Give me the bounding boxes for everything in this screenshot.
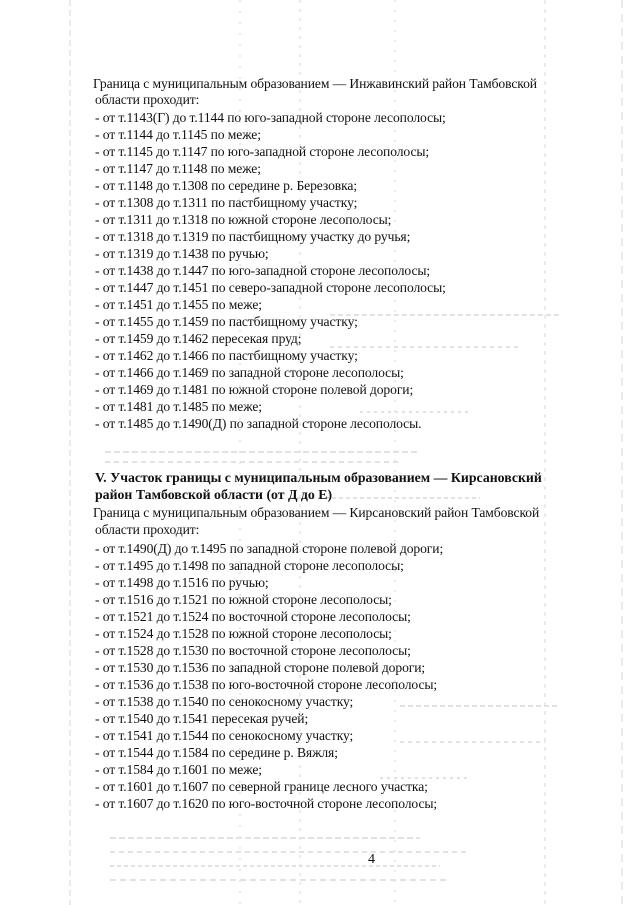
list-item: - от т.1459 до т.1462 пересекая пруд;	[95, 331, 302, 346]
list-item: - от т.1451 до т.1455 по меже;	[95, 297, 262, 312]
list-item: - от т.1311 до т.1318 по южной стороне лесополосы;	[95, 212, 392, 227]
list-item: - от т.1498 до т.1516 по ручью;	[95, 575, 269, 590]
section5-heading-line-2: район Тамбовской области (от Д до Е)	[95, 487, 333, 502]
list-item: - от т.1143(Г) до т.1144 по юго-западной стороне лесополосы;	[95, 110, 446, 125]
list-item: - от т.1447 до т.1451 по северо-западной стороне лесополосы;	[95, 280, 446, 295]
page-number: 4	[368, 852, 375, 867]
list-item: - от т.1485 до т.1490(Д) по западной стороне лесополосы.	[95, 416, 422, 431]
list-item: - от т.1524 до т.1528 по южной стороне лесополосы;	[95, 626, 392, 641]
list-item: - от т.1318 до т.1319 по пастбищному участку до ручья;	[95, 229, 411, 244]
list-item: - от т.1495 до т.1498 по западной стороне лесополосы;	[95, 558, 404, 573]
list-item: - от т.1308 до т.1311 по пастбищному участку;	[95, 195, 358, 210]
list-item: - от т.1601 до т.1607 по северной границе лесного участка;	[95, 779, 428, 794]
list-item: - от т.1528 до т.1530 по восточной стороне лесополосы;	[95, 643, 411, 658]
section5-intro-line-1: Граница с муниципальным образованием — Кирсановский район Тамбовской	[93, 505, 540, 520]
section4-intro-line-1: Граница с муниципальным образованием — Инжавинский район Тамбовской	[93, 76, 537, 91]
list-item: - от т.1544 до т.1584 по середине р. Вяжля;	[95, 745, 338, 760]
list-item: - от т.1438 до т.1447 по юго-западной стороне лесополосы;	[95, 263, 431, 278]
list-item: - от т.1540 до т.1541 пересекая ручей;	[95, 711, 309, 726]
list-item: - от т.1469 до т.1481 по южной стороне полевой дороги;	[95, 382, 414, 397]
list-item: - от т.1490(Д) до т.1495 по западной стороне полевой дороги;	[95, 541, 444, 556]
section5-intro-line-2: области проходит:	[95, 522, 200, 537]
list-item: - от т.1521 до т.1524 по восточной стороне лесополосы;	[95, 609, 411, 624]
list-item: - от т.1462 до т.1466 по пастбищному участку;	[95, 348, 358, 363]
list-item: - от т.1530 до т.1536 по западной стороне полевой дороги;	[95, 660, 426, 675]
section4-intro-line-2: области проходит:	[95, 92, 200, 107]
list-item: - от т.1466 до т.1469 по западной стороне лесополосы;	[95, 365, 404, 380]
list-item: - от т.1148 до т.1308 по середине р. Березовка;	[95, 178, 357, 193]
list-item: - от т.1538 до т.1540 по сенокосному участку;	[95, 694, 354, 709]
list-item: - от т.1319 до т.1438 по ручью;	[95, 246, 269, 261]
list-item: - от т.1147 до т.1148 по меже;	[95, 161, 261, 176]
section5-heading-line-1: V. Участок границы с муниципальным образованием — Кирсановский	[95, 470, 542, 485]
list-item: - от т.1607 до т.1620 по юго-восточной стороне лесополосы;	[95, 796, 438, 811]
list-item: - от т.1481 до т.1485 по меже;	[95, 399, 262, 414]
list-item: - от т.1144 до т.1145 по меже;	[95, 127, 261, 142]
list-item: - от т.1541 до т.1544 по сенокосному участку;	[95, 728, 354, 743]
list-item: - от т.1145 до т.1147 по юго-западной стороне лесополосы;	[95, 144, 430, 159]
list-item: - от т.1455 до т.1459 по пастбищному участку;	[95, 314, 358, 329]
list-item: - от т.1584 до т.1601 по меже;	[95, 762, 262, 777]
list-item: - от т.1516 до т.1521 по южной стороне лесополосы;	[95, 592, 392, 607]
list-item: - от т.1536 до т.1538 по юго-восточной стороне лесополосы;	[95, 677, 438, 692]
